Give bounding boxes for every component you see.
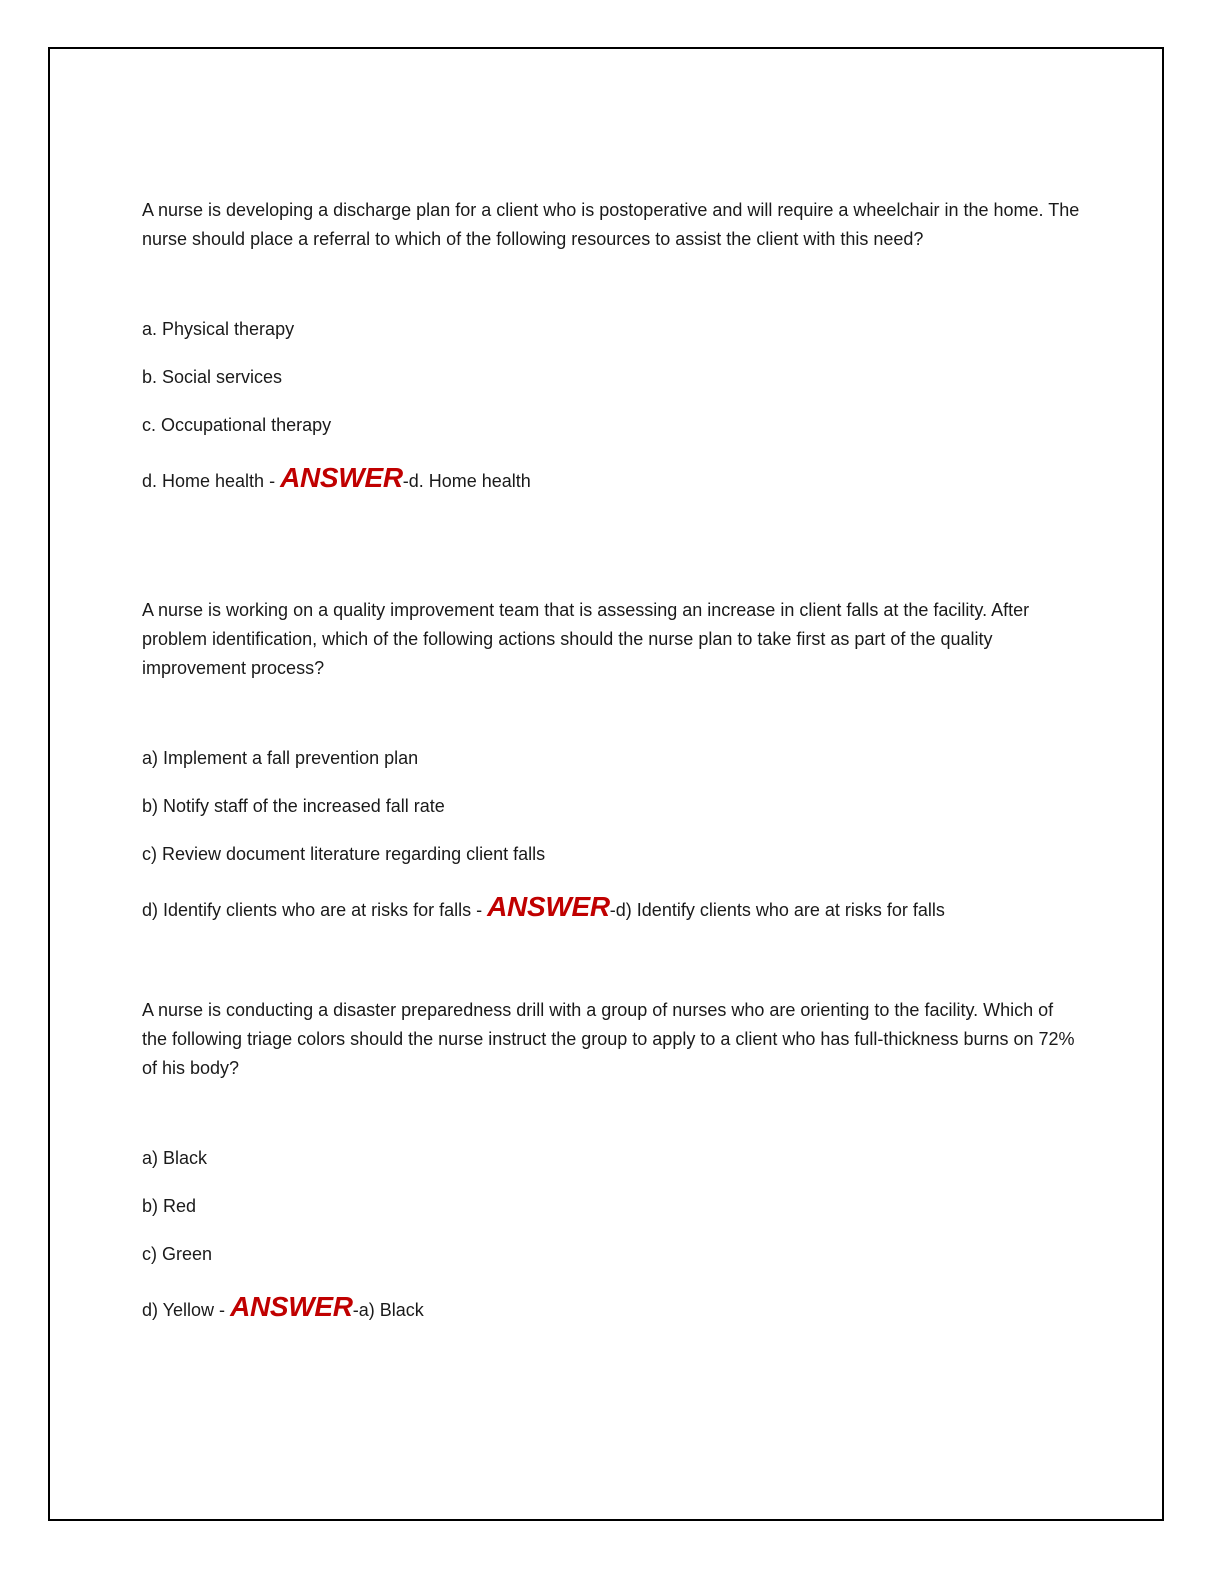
question-block-1 — [142, 196, 1082, 499]
option-d-with-answer — [142, 889, 1082, 928]
question-block-2 — [142, 596, 1082, 928]
question-block-3 — [142, 996, 1082, 1328]
answer-label: ANSWER — [280, 462, 403, 493]
option-d: d. Home health - — [142, 471, 276, 491]
option-d: d) Identify clients who are at risks for falls - — [142, 900, 483, 920]
option-c: c) Green — [142, 1244, 213, 1264]
answer-text: -d. Home health — [402, 471, 531, 491]
options-list — [142, 1145, 1082, 1328]
option-d-with-answer — [142, 1289, 1082, 1328]
question-stem: A nurse is developing a discharge plan for a client who is postoperative and will require a wheelchair in the home. The nurse should place a referral to which of the following resources to assist the client with this need? — [142, 200, 1080, 249]
question-stem: A nurse is working on a quality improvement team that is assessing an increase in client falls at the facility. After problem identification, which of the following actions should the nurse plan to take first as part of the quality improvement process? — [142, 600, 1030, 678]
option-d: d) Yellow - — [142, 1300, 226, 1320]
answer-text: -a) Black — [352, 1300, 424, 1320]
options-list — [142, 316, 1082, 499]
option-a: a) Black — [142, 1148, 208, 1168]
option-a: a) Implement a fall prevention plan — [142, 748, 419, 768]
option-d-with-answer — [142, 460, 1082, 499]
option-b: b) Notify staff of the increased fall rate — [142, 796, 445, 816]
option-c: c) Review document literature regarding client falls — [142, 844, 546, 864]
answer-label: ANSWER — [230, 1291, 353, 1322]
question-stem: A nurse is conducting a disaster preparedness drill with a group of nurses who are orienting to the facility. Which of the following triage colors should the nurse instruct the group to apply to a client who has full-thickness burns on 72% of his body? — [142, 1000, 1075, 1078]
options-list — [142, 745, 1082, 928]
option-c: c. Occupational therapy — [142, 415, 332, 435]
option-a: a. Physical therapy — [142, 319, 295, 339]
option-b: b. Social services — [142, 367, 283, 387]
answer-text: -d) Identify clients who are at risks for falls — [609, 900, 945, 920]
answer-label: ANSWER — [487, 891, 610, 922]
option-b: b) Red — [142, 1196, 197, 1216]
